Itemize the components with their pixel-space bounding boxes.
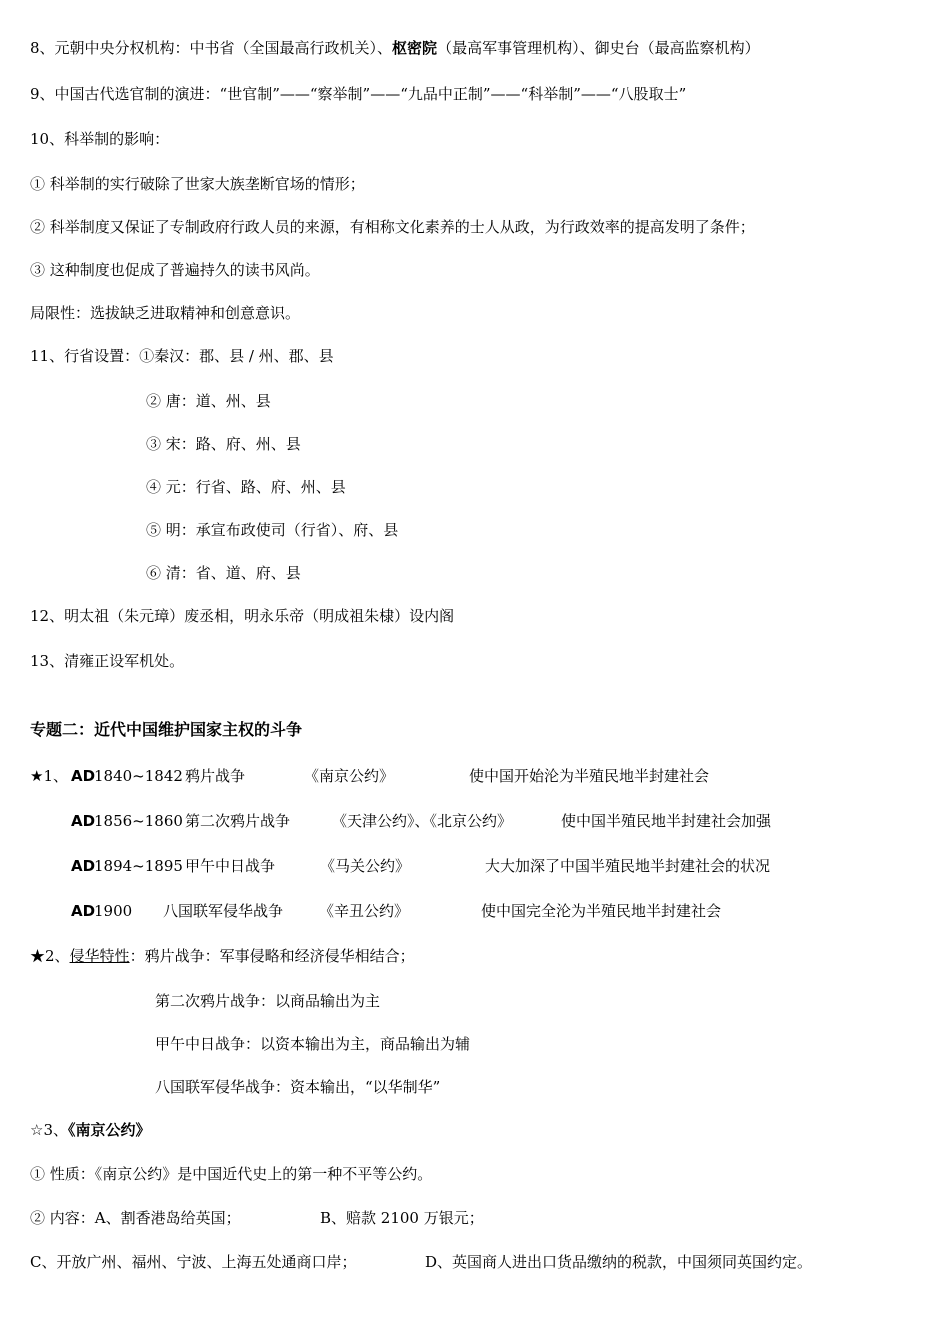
item-8 xyxy=(30,38,760,58)
item-11-yuan: ④ 元：行省、路、府、州、县 xyxy=(146,478,346,496)
item-11-tang: ② 唐：道、州、县 xyxy=(146,392,271,410)
item-13: 13、清雍正设军机处。 xyxy=(30,652,185,670)
item-9: 9、中国古代选官制的演进：“世官制”——“察举制”——“九品中正制”——“科举制”——“八股取士” xyxy=(30,85,687,103)
feature-prefix: ★2、 xyxy=(30,947,70,965)
item-8-bold: 枢密院 xyxy=(392,39,438,57)
war-row xyxy=(30,811,930,831)
war-effect: 使中国开始沦为半殖民地半封建社会 xyxy=(469,767,710,785)
war-prefix: ★1、 xyxy=(30,767,68,785)
war-name: 甲午中日战争 xyxy=(185,857,276,875)
feature-label: 侵华特性 xyxy=(69,947,130,965)
nanjing-content-c: C、开放广州、福州、宁波、上海五处通商口岸； xyxy=(30,1253,357,1271)
war-ad: AD xyxy=(71,767,96,785)
nanjing-content-row-2 xyxy=(30,1252,930,1272)
war-name: 第二次鸦片战争 xyxy=(185,812,291,830)
item-12: 12、明太祖（朱元璋）废丞相，明永乐帝（明成祖朱棣）设内阁 xyxy=(30,607,455,625)
item-10-point-1: ① 科举制的实行破除了世家大族垄断官场的情形； xyxy=(30,175,365,193)
item-10-point-3: ③ 这种制度也促成了普遍持久的读书风尚。 xyxy=(30,261,320,279)
war-treaty: 《天津公约》、《北京公约》 xyxy=(332,812,513,830)
section-heading: 专题二：近代中国维护国家主权的斗争 xyxy=(30,720,303,739)
nanjing-title: 《南京公约》 xyxy=(68,1121,151,1139)
item-11: 11、行省设置：①秦汉：郡、县 / 州、郡、县 xyxy=(30,347,334,365)
war-treaty: 《辛丑公约》 xyxy=(319,902,410,920)
item-10-limitation: 局限性：选拔缺乏进取精神和创意意识。 xyxy=(30,304,301,322)
feature-opium: ：鸦片战争：军事侵略和经济侵华相结合； xyxy=(129,947,415,965)
war-effect: 大大加深了中国半殖民地半封建社会的状况 xyxy=(485,857,771,875)
feature-sino-japanese: 甲午中日战争：以资本输出为主，商品输出为辅 xyxy=(155,1035,471,1053)
war-row xyxy=(30,901,930,921)
feature-line xyxy=(30,946,415,966)
war-treaty: 《南京公约》 xyxy=(304,767,395,785)
war-years: 1840~1842 xyxy=(94,767,183,785)
item-11-qing: ⑥ 清：省、道、府、县 xyxy=(146,564,301,582)
war-effect: 使中国完全沦为半殖民地半封建社会 xyxy=(481,902,722,920)
nanjing-heading xyxy=(30,1120,151,1140)
item-11-ming: ⑤ 明：承宣布政使司（行省）、府、县 xyxy=(146,521,399,539)
item-11-song: ③ 宋：路、府、州、县 xyxy=(146,435,301,453)
war-treaty: 《马关公约》 xyxy=(320,857,411,875)
war-years: 1856~1860 xyxy=(94,812,183,830)
war-name: 八国联军侵华战争 xyxy=(163,902,284,920)
nanjing-content-d: D、英国商人进出口货品缴纳的税款，中国须同英国约定。 xyxy=(425,1253,813,1271)
war-ad: AD xyxy=(71,902,96,920)
feature-second-opium: 第二次鸦片战争：以商品输出为主 xyxy=(155,992,381,1010)
item-10-point-2: ② 科举制度又保证了专制政府行政人员的来源，有相称文化素养的士人从政，为行政效率的提高发明了条件； xyxy=(30,218,755,236)
war-years: 1900 xyxy=(94,902,133,920)
nanjing-content-a: ② 内容：A、割香港岛给英国； xyxy=(30,1209,241,1227)
item-8-text: 8、元朝中央分权机构：中书省（全国最高行政机关）、 xyxy=(30,39,393,57)
nanjing-content-row-1 xyxy=(30,1208,930,1228)
item-10: 10、科举制的影响： xyxy=(30,130,170,148)
war-row xyxy=(30,766,930,786)
nanjing-prefix: ☆3、 xyxy=(30,1121,68,1139)
war-ad: AD xyxy=(71,857,96,875)
feature-eight-nation: 八国联军侵华战争：资本输出，“以华制华” xyxy=(155,1078,441,1096)
item-8-text-tail: （最高军事管理机构）、御史台（最高监察机构） xyxy=(437,39,760,57)
war-row xyxy=(30,856,930,876)
nanjing-content-b: B、赔款 2100 万银元； xyxy=(320,1209,484,1227)
war-effect: 使中国半殖民地半封建社会加强 xyxy=(561,812,772,830)
war-years: 1894~1895 xyxy=(94,857,183,875)
nanjing-nature: ① 性质：《南京公约》是中国近代史上的第一种不平等公约。 xyxy=(30,1165,433,1183)
war-name: 鸦片战争 xyxy=(185,767,246,785)
war-ad: AD xyxy=(71,812,96,830)
